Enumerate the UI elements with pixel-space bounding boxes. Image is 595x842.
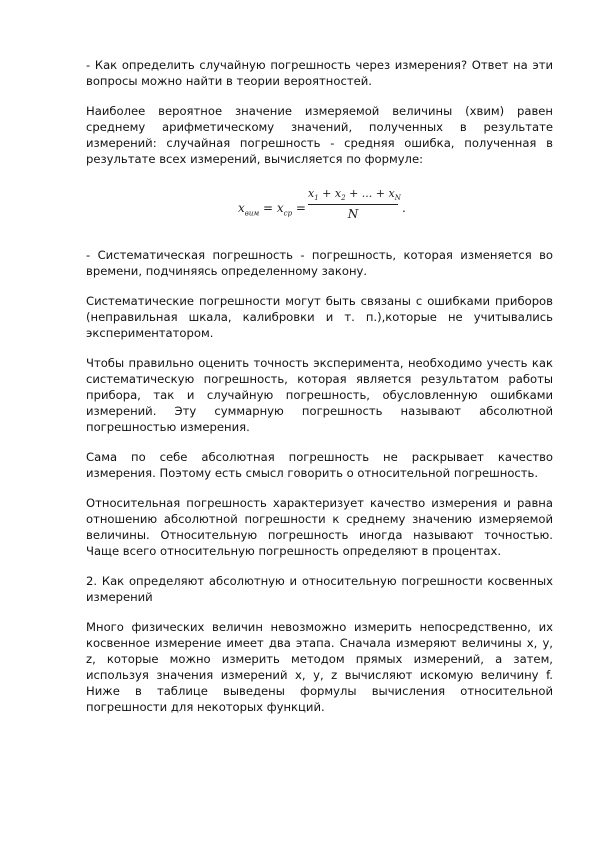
- paragraph-relative-error: Относительная погрешность характеризует качество измерения и равна отношению абсолютной погрешности к среднему значению измеряемой величины. Относительную погрешность иногда называют точностью. Чаще всего относительную погрешность определяют в процентах.: [86, 496, 553, 558]
- fraction-bar: [308, 204, 398, 205]
- paragraph-quality: Сама по себе абсолютная погрешность не раскрывает качество измерения. Поэтому есть смысл говорить о относительной погрешность.: [86, 450, 553, 480]
- mean-formula: [86, 181, 553, 233]
- document-page: [86, 57, 553, 729]
- section-heading-indirect: 2. Как определяют абсолютную и относительную погрешности косвенных измерений: [86, 574, 553, 604]
- formula-lhs: $x_{вим} = x_{ср}$ =: [238, 201, 306, 218]
- paragraph-random-error-question: - Как определить случайную погрешность через измерения? Ответ на эти вопросы можно найти в теории вероятностей.: [86, 58, 553, 88]
- paragraph-instrument-errors: Систематические погрешности могут быть связаны с ошибками приборов (неправильная шкала, калибровки и т. п.),которые не учитывались экспериментатором.: [86, 294, 553, 340]
- formula-denominator: N: [347, 207, 359, 222]
- paragraph-most-probable-value: Наиболее вероятное значение измеряемой величины (хвим) равен среднему арифметическому значений, полученных в результате измерений: случайная погрешность - средняя ошибка, полученная в результате всех измерений, вычисляется по формуле:: [86, 104, 553, 166]
- paragraph-systematic-error: - Систематическая погрешность - погрешность, которая изменяется во времени, подчиняясь определенному закону.: [86, 248, 553, 278]
- formula-period: .: [402, 201, 406, 215]
- paragraph-absolute-error: Чтобы правильно оценить точность эксперимента, необходимо учесть как систематическую погрешность, которая является результатом работы прибора, так и случайную погрешность, обусловленную ошибками измерений. Эту суммарную погрешность называют абсолютной погрешностью измерения.: [86, 356, 553, 434]
- formula-numerator: $x_1 + x_2$ + ... + $x_N$: [308, 187, 401, 203]
- paragraph-indirect-measurements: Много физических величин невозможно измерить непосредственно, их косвенное измерение имеет два этапа. Сначала измеряют величины x, y, z, которые можно измерить методом прямых измерений, а затем, используя значения измерений x, y, z вычисляют искомую величину f. Ниже в таблице выведены формулы вычисления относительной погрешности для некоторых функций.: [86, 620, 553, 714]
- formula-fraction: [308, 187, 401, 222]
